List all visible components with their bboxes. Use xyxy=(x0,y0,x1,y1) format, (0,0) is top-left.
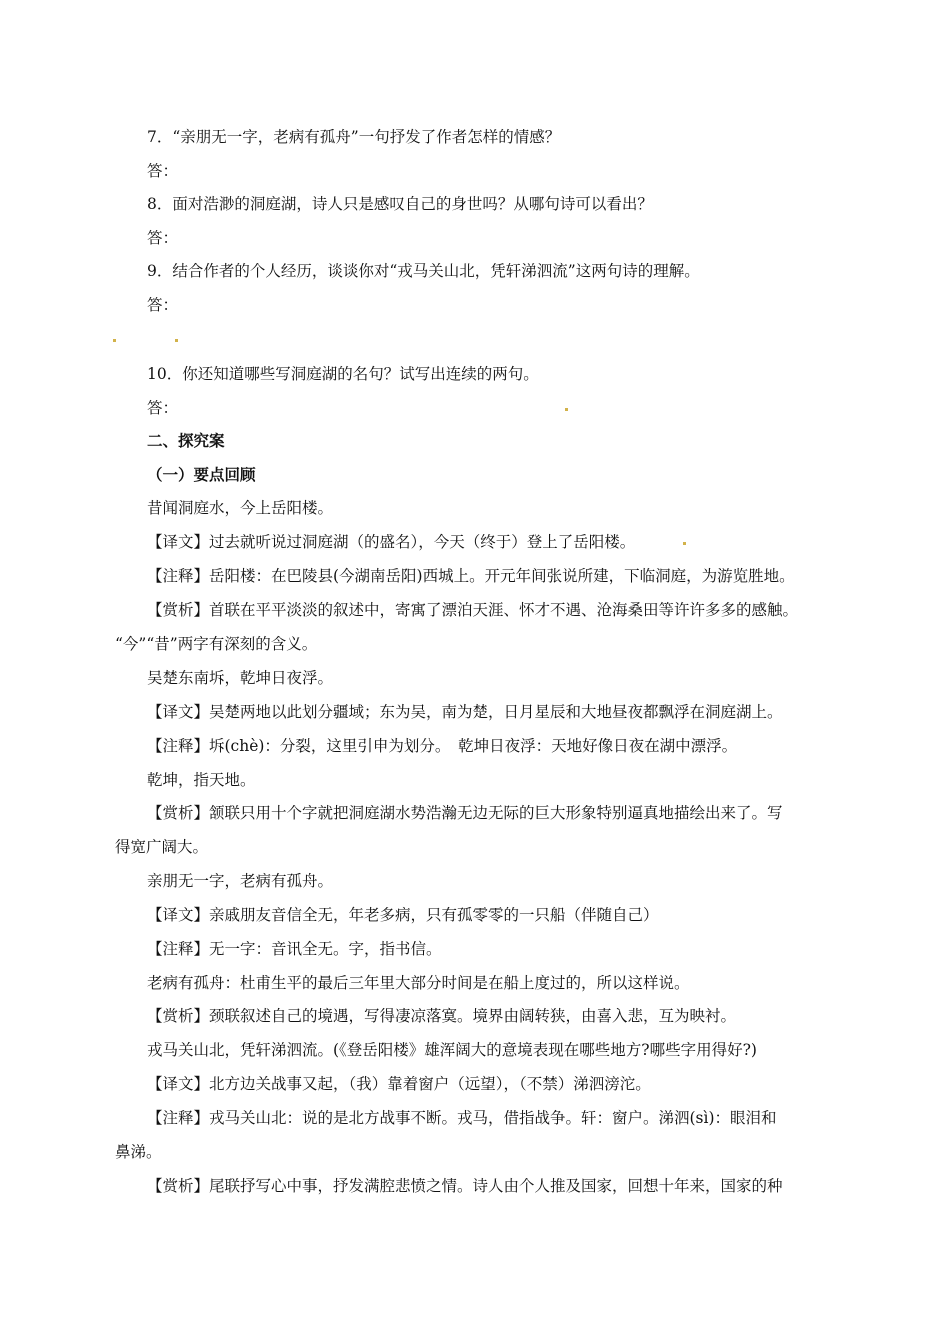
section-subtitle: （一）要点回顾 xyxy=(147,466,256,484)
analysis-line: 【赏析】颈联叙述自己的境遇，写得凄凉落寞。境界由阔转狭，由喜入悲，互为映衬。 xyxy=(147,1007,737,1025)
analysis-continued: “今”“昔”两字有深刻的含义。 xyxy=(115,635,318,653)
annotation-line: 【注释】无一字：音讯全无。字，指书信。 xyxy=(147,940,442,958)
annotation-line: 【注释】戎马关山北：说的是北方战事不断。戎马，借指战争。轩：窗户。涕泗(sì)：眼泪和 xyxy=(147,1109,777,1127)
answer-9: 答： xyxy=(147,296,179,314)
poem-line: 戎马关山北，凭轩涕泗流。(《登岳阳楼》雄浑阔大的意境表现在哪些地方?哪些字用得好?) xyxy=(147,1041,757,1059)
translation-line: 【译文】吴楚两地以此划分疆域；东为吴，南为楚，日月星辰和大地昼夜都飘浮在洞庭湖上。 xyxy=(147,703,783,721)
answer-8: 答： xyxy=(147,229,179,247)
scan-speck xyxy=(565,408,568,411)
translation-line: 【译文】亲戚朋友音信全无，年老多病，只有孤零零的一只船（伴随自己） xyxy=(147,906,659,924)
section-title: 二、探究案 xyxy=(147,432,225,450)
poem-line: 吴楚东南坼，乾坤日夜浮。 xyxy=(147,669,334,687)
annotation-line: 【注释】坼(chè)：分裂，这里引申为划分。 乾坤日夜浮：天地好像日夜在湖中漂浮。 xyxy=(147,737,738,755)
question-7: 7．“亲朋无一字，老病有孤舟”一句抒发了作者怎样的情感？ xyxy=(147,128,561,146)
scan-speck xyxy=(113,339,116,342)
answer-7: 答： xyxy=(147,162,179,180)
poem-line: 昔闻洞庭水，今上岳阳楼。 xyxy=(147,499,334,517)
analysis-line: 【赏析】首联在平平淡淡的叙述中，寄寓了漂泊天涯、怀才不遇、沧海桑田等许许多多的感触。 xyxy=(147,601,799,619)
analysis-continued: 得宽广阔大。 xyxy=(115,838,209,856)
analysis-line: 【赏析】尾联抒写心中事，抒发满腔悲愤之情。诗人由个人推及国家，回想十年来，国家的种 xyxy=(147,1177,783,1195)
annotation-continued: 鼻涕。 xyxy=(115,1143,162,1161)
analysis-line: 【赏析】颔联只用十个字就把洞庭湖水势浩瀚无边无际的巨大形象特别逼真地描绘出来了。写 xyxy=(147,804,783,822)
answer-10: 答： xyxy=(147,399,179,417)
question-9: 9．结合作者的个人经历，谈谈你对“戎马关山北，凭轩涕泗流”这两句诗的理解。 xyxy=(147,262,700,280)
scan-speck xyxy=(175,339,178,342)
translation-line: 【译文】过去就听说过洞庭湖（的盛名），今天（终于）登上了岳阳楼。 xyxy=(147,533,636,551)
question-10: 10．你还知道哪些写洞庭湖的名句？试写出连续的两句。 xyxy=(147,365,539,383)
poem-line: 亲朋无一字，老病有孤舟。 xyxy=(147,872,334,890)
translation-line: 【译文】北方边关战事又起，（我）靠着窗户（远望），（不禁）涕泗滂沱。 xyxy=(147,1075,651,1093)
question-8: 8．面对浩渺的洞庭湖，诗人只是感叹自己的身世吗？从哪句诗可以看出？ xyxy=(147,195,653,213)
annotation-line: 【注释】岳阳楼：在巴陵县(今湖南岳阳)西城上。开元年间张说所建，下临洞庭，为游览胜地。 xyxy=(147,567,795,585)
annotation-continued: 老病有孤舟：杜甫生平的最后三年里大部分时间是在船上度过的，所以这样说。 xyxy=(147,974,690,992)
annotation-continued: 乾坤，指天地。 xyxy=(147,771,256,789)
scan-speck xyxy=(683,542,686,545)
